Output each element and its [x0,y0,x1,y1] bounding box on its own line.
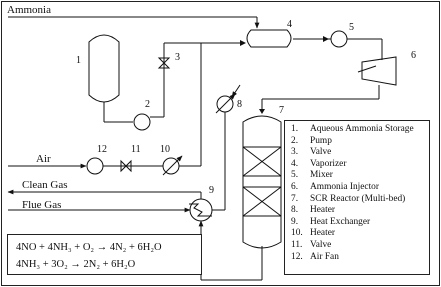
injector-spray-line [358,66,376,72]
unit-number-7: 7 [279,105,284,116]
stream-label-flue-gas: Flue Gas [22,199,62,211]
heat-exchanger [190,199,212,221]
unit-number-1: 1 [76,55,81,66]
legend-item: 12. Air Fan [291,251,339,262]
heater-10 [163,158,179,174]
legend-item: 4. Vaporizer [291,158,347,169]
legend-item: 1. Aqueous Ammonia Storage [291,124,414,134]
unit-number-11: 11 [131,144,141,155]
legend-item: 11. Valve [291,239,332,250]
unit-number-2: 2 [145,99,150,110]
unit-number-10: 10 [160,144,170,155]
equation-1: 4NO + 4NH₃ + O₂ → 4N₂ + 6H₂O [16,242,162,253]
unit-number-5: 5 [349,22,354,33]
stream-label-clean-gas: Clean Gas [22,179,68,191]
unit-number-12: 12 [97,144,107,155]
stream-label-ammonia: Ammonia [7,4,51,16]
equation-2: 4NH₃ + 3O₂ → 2N₂ + 6H₂O [16,259,136,270]
unit-number-6: 6 [411,50,416,61]
equipment-legend [284,120,430,275]
legend-item: 3. Valve [291,147,332,158]
legend-item: 2. Pump [291,135,332,146]
vaporizer [247,30,291,47]
unit-number-9: 9 [209,185,214,196]
pump [134,114,150,130]
stream-label-air: Air [36,153,51,165]
unit-number-8: 8 [237,99,242,110]
scr-reactor [243,116,281,248]
aqueous-ammonia-storage-tank [89,35,119,102]
legend-item: 10. Heater [291,228,335,239]
legend-item: 7. SCR Reactor (Multi-bed) [291,193,406,204]
legend-item: 8. Heater [291,205,335,216]
air-fan [87,158,103,174]
mixer [331,31,347,47]
legend-item: 9. Heat Exchanger [291,216,371,227]
legend-item: 6. Ammonia Injector [291,181,379,192]
reaction-equations-box [7,234,202,275]
ammonia-injector [362,57,396,85]
unit-number-4: 4 [287,19,292,30]
legend-item: 5. Mixer [291,170,333,181]
unit-number-3: 3 [175,52,180,63]
